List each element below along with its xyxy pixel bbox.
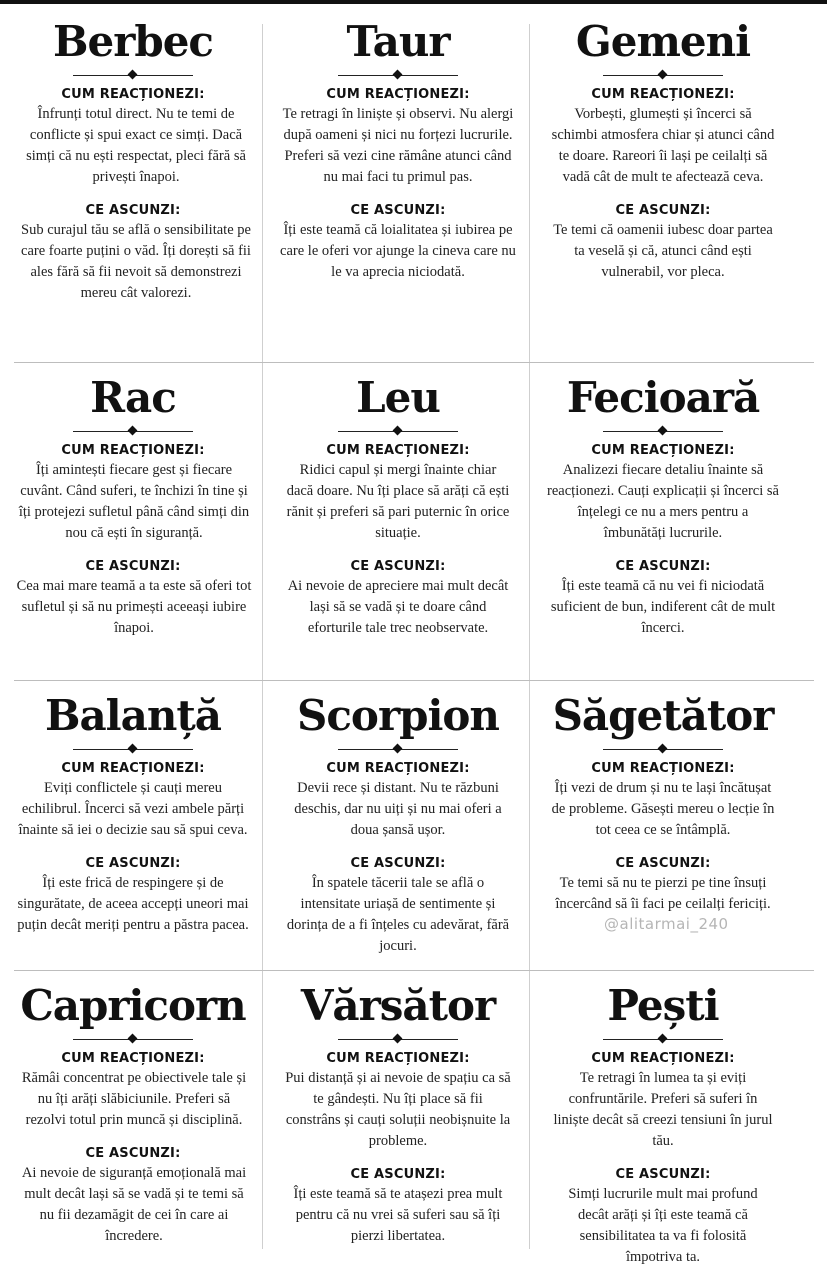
sign-title: Săgetător bbox=[552, 691, 774, 740]
sign-card bbox=[270, 374, 526, 639]
hide-text: Cea mai mare teamă a ta este să oferi tot sufletul și să nu primești aceeași iubire înapoi. bbox=[16, 578, 252, 636]
row-divider bbox=[14, 680, 814, 681]
hide-label: CE ASCUNZI: bbox=[85, 203, 181, 218]
react-label: CUM REACȚIONEZI: bbox=[61, 761, 205, 776]
sign-card bbox=[537, 374, 789, 639]
hide-text: Te temi că oamenii iubesc doar partea ta veselă și că, atunci când ești vulnerabil, vor pleca. bbox=[553, 222, 773, 280]
ornament-divider bbox=[603, 744, 723, 754]
react-label: CUM REACȚIONEZI: bbox=[591, 443, 735, 458]
sign-title: Fecioară bbox=[566, 373, 760, 422]
react-label: CUM REACȚIONEZI: bbox=[591, 1051, 735, 1066]
hide-label: CE ASCUNZI: bbox=[615, 856, 711, 871]
hide-label: CE ASCUNZI: bbox=[85, 1146, 181, 1161]
react-label: CUM REACȚIONEZI: bbox=[326, 443, 470, 458]
hide-text: Sub curajul tău se află o sensibilitate pe care foarte puțini o văd. Îți dorești să fii ales fără să fii nevoit să demonstrezi mereu cât valorezi. bbox=[21, 222, 251, 301]
react-label: CUM REACȚIONEZI: bbox=[326, 761, 470, 776]
sign-card bbox=[270, 982, 526, 1247]
ornament-divider bbox=[338, 426, 458, 436]
sign-title: Rac bbox=[90, 373, 176, 422]
hide-label: CE ASCUNZI: bbox=[85, 559, 181, 574]
ornament-divider bbox=[603, 1034, 723, 1044]
hide-text: Ai nevoie de apreciere mai mult decât lași să se vadă și te doare când eforturile tale trec neobservate. bbox=[287, 578, 509, 636]
react-text: Rămâi concentrat pe obiectivele tale și nu îți arăți slăbiciunile. Preferi să rezolvi totul prin muncă și disciplină. bbox=[21, 1070, 247, 1128]
hide-label: CE ASCUNZI: bbox=[350, 1167, 446, 1182]
react-text: Înfrunți totul direct. Nu te temi de conflicte și spui exact ce simți. Dacă simți că nu ești respectat, pleci fără să privești înapoi. bbox=[26, 106, 246, 185]
sign-title: Capricorn bbox=[20, 981, 246, 1030]
sign-card bbox=[537, 692, 789, 915]
sign-card bbox=[270, 18, 526, 283]
react-text: Vorbești, glumești și încerci să schimbi atmosfera chiar și atunci când te doare. Rareori îi lași pe ceilalți să vadă cât de mult te afectează ceva. bbox=[551, 106, 775, 185]
ornament-divider bbox=[338, 70, 458, 80]
ornament-divider bbox=[73, 744, 193, 754]
ornament-divider bbox=[73, 70, 193, 80]
hide-label: CE ASCUNZI: bbox=[615, 559, 711, 574]
hide-text: Te temi să nu te pierzi pe tine însuți încercând să îi faci pe ceilalți fericiți. bbox=[555, 875, 771, 912]
react-label: CUM REACȚIONEZI: bbox=[326, 1051, 470, 1066]
sign-card bbox=[8, 692, 258, 936]
react-label: CUM REACȚIONEZI: bbox=[61, 1051, 205, 1066]
hide-text: În spatele tăcerii tale se află o intensitate uriașă de sentimente și dorința de a fi înțeles cu adevărat, fără jocuri. bbox=[286, 875, 510, 954]
react-text: Ridici capul și mergi înainte chiar dacă doare. Nu îți place să arăți că ești rănit și preferi să pari puternic în orice situație. bbox=[286, 462, 510, 541]
row-divider bbox=[14, 362, 814, 363]
ornament-divider bbox=[338, 744, 458, 754]
hide-text: Îți este teamă că loialitatea și iubirea pe care le oferi vor ajunge la cineva care nu le va aprecia niciodată. bbox=[280, 222, 516, 280]
hide-label: CE ASCUNZI: bbox=[615, 1167, 711, 1182]
sign-title: Vărsător bbox=[300, 981, 496, 1030]
hide-text: Îți este teamă că nu vei fi niciodată suficient de bun, indiferent cât de mult încerci. bbox=[550, 578, 776, 636]
hide-text: Simți lucrurile mult mai profund decât arăți și îți este teamă că sensibilitatea ta va fi folosită împotriva ta. bbox=[568, 1186, 758, 1265]
react-text: Te retragi în liniște și observi. Nu alergi după oameni și nici nu forțezi lucrurile. Preferi să vezi cine rămâne atunci când nu mai faci tu primul pas. bbox=[282, 106, 514, 185]
hide-label: CE ASCUNZI: bbox=[85, 856, 181, 871]
hide-label: CE ASCUNZI: bbox=[350, 559, 446, 574]
hide-label: CE ASCUNZI: bbox=[350, 203, 446, 218]
row-divider bbox=[14, 970, 814, 971]
hide-text: Îți este teamă să te atașezi prea mult pentru că nu vrei să suferi sau să îți pierzi libertatea. bbox=[293, 1186, 503, 1244]
sign-title: Pești bbox=[607, 981, 719, 1030]
hide-text: Ai nevoie de siguranță emoțională mai mult decât lași să se vadă și te temi să nu fii dezamăgit de cei în care ai încredere. bbox=[21, 1165, 247, 1244]
sign-title: Gemeni bbox=[575, 17, 751, 66]
react-text: Pui distanță și ai nevoie de spațiu ca să te gândești. Nu îți place să fii constrâns și cauți soluții neobișnuite la probleme. bbox=[285, 1070, 511, 1149]
sign-card bbox=[8, 982, 258, 1247]
sign-title: Scorpion bbox=[297, 691, 499, 740]
react-text: Eviți conflictele și cauți mereu echilibrul. Încerci să vezi ambele părți înainte să iei o decizie sau să spui ceva. bbox=[18, 780, 248, 838]
ornament-divider bbox=[73, 426, 193, 436]
react-text: Devii rece și distant. Nu te răzbuni deschis, dar nu uiți și nu mai oferi a doua șansă ușor. bbox=[294, 780, 502, 838]
sign-title: Berbec bbox=[52, 17, 213, 66]
react-label: CUM REACȚIONEZI: bbox=[61, 443, 205, 458]
column-divider bbox=[529, 24, 530, 1249]
react-label: CUM REACȚIONEZI: bbox=[61, 87, 205, 102]
sign-title: Leu bbox=[356, 373, 440, 422]
hide-text: Îți este frică de respingere și de singurătate, de aceea accepți uneori mai puțin decât meriți pentru a păstra pacea. bbox=[17, 875, 249, 933]
react-label: CUM REACȚIONEZI: bbox=[326, 87, 470, 102]
zodiac-grid bbox=[0, 4, 827, 1265]
sign-card bbox=[270, 692, 526, 957]
ornament-divider bbox=[338, 1034, 458, 1044]
react-label: CUM REACȚIONEZI: bbox=[591, 761, 735, 776]
react-text: Îți amintești fiecare gest și fiecare cuvânt. Când suferi, te închizi în tine și îți protejezi sufletul până când simți din nou că ești în siguranță. bbox=[18, 462, 250, 541]
hide-label: CE ASCUNZI: bbox=[350, 856, 446, 871]
column-divider bbox=[262, 24, 263, 1249]
react-text: Analizezi fiecare detaliu înainte să reacționezi. Cauți explicații și încerci să înțelegi ce nu a mers pentru a îmbunătăți lucrurile. bbox=[547, 462, 779, 541]
react-label: CUM REACȚIONEZI: bbox=[591, 87, 735, 102]
hide-label: CE ASCUNZI: bbox=[615, 203, 711, 218]
sign-card bbox=[8, 18, 258, 304]
react-text: Te retragi în lumea ta și eviți confruntările. Preferi să suferi în liniște decât să creezi tensiuni în jurul tău. bbox=[553, 1070, 773, 1149]
sign-card bbox=[537, 18, 789, 283]
sign-title: Balanță bbox=[44, 691, 222, 740]
ornament-divider bbox=[603, 426, 723, 436]
ornament-divider bbox=[73, 1034, 193, 1044]
react-text: Îți vezi de drum și nu te lași încătușat de probleme. Găsești mereu o lecție în tot ceea ce se întâmplă. bbox=[551, 780, 775, 838]
ornament-divider bbox=[603, 70, 723, 80]
sign-card bbox=[8, 374, 258, 639]
sign-card bbox=[537, 982, 789, 1268]
sign-title: Taur bbox=[346, 17, 450, 66]
watermark: @alitarmai_240 bbox=[604, 915, 729, 933]
